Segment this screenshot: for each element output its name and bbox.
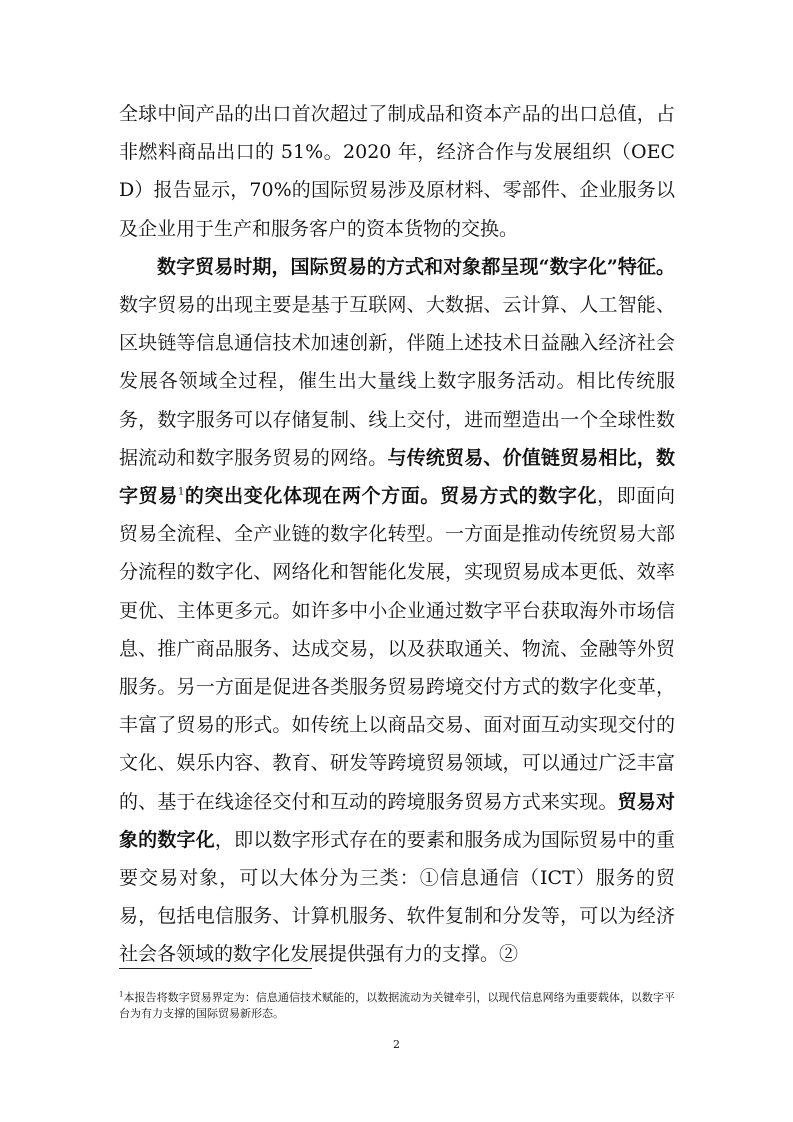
- page-number: 2: [393, 1038, 400, 1051]
- bold-comparison-text: 与传统贸易、价值链贸易相比，数字贸易: [119, 446, 675, 508]
- footnote: [119, 990, 675, 1022]
- bold-trade-object-heading: 贸易对象的数字化: [119, 790, 675, 851]
- bold-trade-method-heading: 贸易方式的数字化: [440, 485, 598, 508]
- footnote-marker: 1: [119, 990, 124, 999]
- paragraph-text: ，即面向贸易全流程、全产业链的数字化转型。一方面是推动传统贸易大部分流程的数字化、网络化和智能化发展，实现贸易成本更低、效率更优、主体更多元。如许多中小企业通过数字平台获取海外市场信息、推广商品服务、达成交易，以及获取通关、物流、金融等外贸服务。另一方面是促进各类服务贸易跨境交付方式的数字化变革，丰富了贸易的形式。如传统上以商品交易、面对面互动实现交付的文化、娱乐内容、教育、研发等跨境贸易领域，可以通过广泛丰富的、基于在线途径交付和互动的跨境服务贸易方式来实现。: [119, 485, 675, 813]
- footnote-text: 本报告将数字贸易界定为：信息通信技术赋能的，以数据流动为关键牵引，以现代信息网络为重要载体，以数字平台为有力支撑的国际贸易新形态。: [119, 991, 675, 1020]
- document-body: [119, 95, 675, 974]
- bold-comparison-text-end: 的突出变化体现在两个方面。: [184, 485, 441, 508]
- footnote-reference[interactable]: 1: [177, 486, 185, 498]
- bold-lead-sentence: 数字贸易时期，国际贸易的方式和对象都呈现“数字化”特征。: [157, 255, 675, 278]
- paragraph-text: 全球中间产品的出口首次超过了制成品和资本产品的出口总值，占非燃料商品出口的 51%。2020 年，经济合作与发展组织（OECD）报告显示，70%的国际贸易涉及原材料、零部件、企业服务以及企业用于生产和服务客户的资本货物的交换。: [119, 103, 675, 240]
- paragraph-digital-trade: [119, 248, 675, 974]
- paragraph-text: ，即以数字形式存在的要素和服务成为国际贸易中的重要交易对象，可以大体分为三类：①信息通信（ICT）服务的贸易，包括电信服务、计算机服务、软件复制和分发等，可以为经济社会各领域的数字化发展提供强有力的支撑。②: [119, 828, 675, 966]
- paragraph-text: 数字贸易的出现主要是基于互联网、大数据、云计算、人工智能、区块链等信息通信技术加速创新，伴随上述技术日益融入经济社会发展各领域全过程，催生出大量线上数字服务活动。相比传统服务，数字服务可以存储复制、线上交付，进而塑造出一个全球性数据流动和数字服务贸易的网络。: [119, 294, 675, 469]
- paragraph-intermediate-goods: [119, 95, 675, 248]
